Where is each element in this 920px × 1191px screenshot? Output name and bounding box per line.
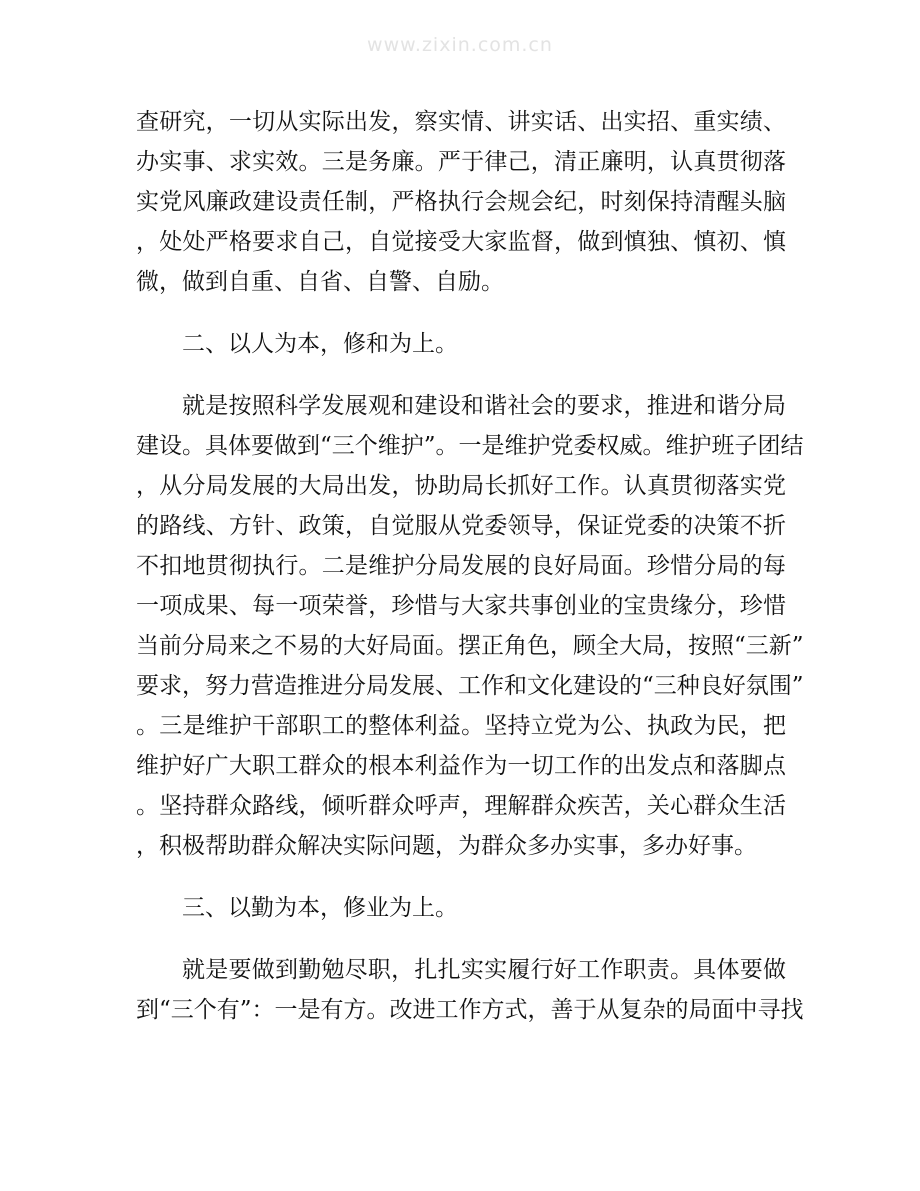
section-heading	[136, 888, 786, 928]
text-line: 就是按照科学发展观和建设和谐社会的要求，推进和谐分局	[182, 393, 786, 419]
text-line: 。坚持群众路线，倾听群众呼声，理解群众疾苦，关心群众生活	[136, 793, 786, 819]
text-line: 就是要做到勤勉尽职，扎扎实实履行好工作职责。具体要做	[182, 957, 786, 983]
text-line: 实党风廉政建设责任制，严格执行会规会纪，时刻保持清醒头脑	[136, 189, 786, 215]
text-line: 建设。具体要做到“三个维护”。一是维护党委权威。维护班子团结	[136, 433, 804, 459]
heading-line: 三、以勤为本，修业为上。	[182, 895, 458, 921]
text-line: 查研究，一切从实际出发，察实情、讲实话、出实招、重实绩、	[136, 109, 786, 135]
text-line: 到“三个有”：一是有方。改进工作方式，善于从复杂的局面中寻找	[136, 997, 804, 1023]
paragraph	[136, 950, 804, 1030]
watermark: www.zixin.com.cn	[367, 34, 553, 56]
text-line: 微，做到自重、自省、自警、自励。	[136, 269, 504, 295]
text-line: 。三是维护干部职工的整体利益。坚持立党为公、执政为民，把	[136, 713, 786, 739]
text-line: 当前分局来之不易的大好局面。摆正角色，顾全大局，按照“三新”	[136, 633, 804, 659]
section-heading	[136, 324, 786, 364]
text-line: 的路线、方针、政策，自觉服从党委领导，保证党委的决策不折	[136, 513, 786, 539]
text-line: 办实事、求实效。三是务廉。严于律己，清正廉明，认真贯彻落	[136, 149, 786, 175]
text-line: 要求，努力营造推进分局发展、工作和文化建设的“三种良好氛围”	[136, 673, 804, 699]
text-line: 不扣地贯彻执行。二是维护分局发展的良好局面。珍惜分局的每	[136, 553, 786, 579]
text-line: 一项成果、每一项荣誉，珍惜与大家共事创业的宝贵缘分，珍惜	[136, 593, 786, 619]
heading-line: 二、以人为本，修和为上。	[182, 331, 458, 357]
paragraph	[136, 102, 786, 302]
text-line: ，积极帮助群众解决实际问题，为群众多办实事，多办好事。	[136, 833, 757, 859]
text-line: ，从分局发展的大局出发，协助局长抓好工作。认真贯彻落实党	[136, 473, 786, 499]
paragraph	[136, 386, 804, 866]
text-line: ，处处严格要求自己，自觉接受大家监督，做到慎独、慎初、慎	[136, 229, 786, 255]
text-line: 维护好广大职工群众的根本利益作为一切工作的出发点和落脚点	[136, 753, 786, 779]
document-body	[136, 102, 804, 1030]
